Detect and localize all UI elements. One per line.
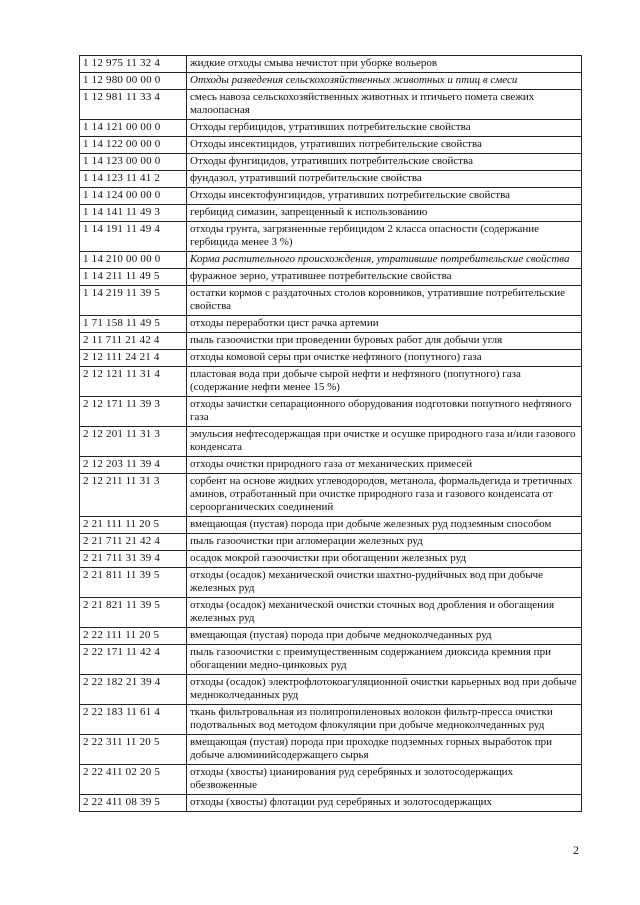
waste-name-cell: отходы (осадок) механической очистки шахтно-руднйчных вод при добыче железных руд: [187, 568, 582, 598]
waste-code-cell: 2 21 811 11 39 5: [80, 568, 187, 598]
waste-name-cell: жидкие отходы смыва нечистот при уборке вольеров: [187, 56, 582, 73]
table-row: [80, 397, 582, 427]
table-row: [80, 517, 582, 534]
page-number: 2: [573, 843, 579, 857]
table-row: [80, 333, 582, 350]
waste-code-cell: 1 12 975 11 32 4: [80, 56, 187, 73]
waste-name-cell: пыль газоочистки с преимущественным содержанием диоксида кремния при обогащении медно-цинковых руд: [187, 645, 582, 675]
waste-code-cell: 1 14 122 00 00 0: [80, 137, 187, 154]
table-row: [80, 154, 582, 171]
waste-code-cell: 1 14 211 11 49 5: [80, 269, 187, 286]
waste-name-cell: отходы зачистки сепарационного оборудования подготовки попутного нефтяного газа: [187, 397, 582, 427]
waste-code-cell: 2 12 111 24 21 4: [80, 350, 187, 367]
waste-name-cell: Отходы инсектофунгицидов, утративших потребительские свойства: [187, 188, 582, 205]
waste-name-cell: Отходы фунгицидов, утративших потребительские свойства: [187, 154, 582, 171]
table-row: [80, 252, 582, 269]
waste-name-cell: вмещающая (пустая) порода при добыче железных руд подземным способом: [187, 517, 582, 534]
waste-name-cell: вмещающая (пустая) порода при добыче медноколчеданных руд: [187, 628, 582, 645]
waste-name-cell: пыль газоочистки при проведении буровых работ для добычи угля: [187, 333, 582, 350]
table-row: [80, 222, 582, 252]
table-row: [80, 367, 582, 397]
table-row: [80, 205, 582, 222]
waste-name-cell: отходы (хвосты) цианирования руд серебряных и золотосодержащих обезвоженные: [187, 765, 582, 795]
table-row: [80, 316, 582, 333]
waste-code-cell: 2 21 711 31 39 4: [80, 551, 187, 568]
waste-name-cell: Корма растительного происхождения, утратившие потребительские свойства: [187, 252, 582, 269]
waste-code-cell: 2 12 171 11 39 3: [80, 397, 187, 427]
waste-code-cell: 2 12 203 11 39 4: [80, 457, 187, 474]
table-row: [80, 534, 582, 551]
waste-code-cell: 2 22 411 02 20 5: [80, 765, 187, 795]
waste-code-cell: 1 14 121 00 00 0: [80, 120, 187, 137]
waste-name-cell: сорбент на основе жидких углеводородов, метанола, формальдегида и третичных аминов, отработанный при очистке природного газа и газового конденсата от сероорганических соединений: [187, 474, 582, 517]
waste-name-cell: смесь навоза сельскохозяйственных животных и птичьего помета свежих малоопасная: [187, 90, 582, 120]
table-row: [80, 628, 582, 645]
table-row: [80, 598, 582, 628]
table-row: [80, 90, 582, 120]
waste-name-cell: отходы (хвосты) флотации руд серебряных и золотосодержащих: [187, 795, 582, 812]
waste-name-cell: ткань фильтровальная из полипропиленовых волокон фильтр-пресса очистки подотвальных вод методом флокуляции при добыче медноколчеданных руд: [187, 705, 582, 735]
table-row: [80, 705, 582, 735]
waste-name-cell: остатки кормов с раздаточных столов коровников, утратившие потребительские свойства: [187, 286, 582, 316]
waste-name-cell: вмещающая (пустая) порода при проходке подземных горных выработок при добыче алюминийсодержащего сырья: [187, 735, 582, 765]
waste-code-cell: 2 22 411 08 39 5: [80, 795, 187, 812]
waste-name-cell: эмульсия нефтесодержащая при очистке и осушке природного газа и/или газового конденсата: [187, 427, 582, 457]
waste-name-cell: осадок мокрой газоочистки при обогащении железных руд: [187, 551, 582, 568]
waste-code-cell: 2 12 121 11 31 4: [80, 367, 187, 397]
waste-classification-table: [79, 55, 582, 812]
waste-code-cell: 1 14 191 11 49 4: [80, 222, 187, 252]
table-row: [80, 137, 582, 154]
waste-code-cell: 2 22 111 11 20 5: [80, 628, 187, 645]
waste-code-cell: 2 22 311 11 20 5: [80, 735, 187, 765]
table-row: [80, 269, 582, 286]
waste-name-cell: Отходы гербицидов, утративших потребительские свойства: [187, 120, 582, 137]
table-row: [80, 645, 582, 675]
waste-name-cell: отходы (осадок) механической очистки сточных вод дробления и обогащения железных руд: [187, 598, 582, 628]
waste-code-cell: 2 21 711 21 42 4: [80, 534, 187, 551]
waste-code-cell: 1 14 124 00 00 0: [80, 188, 187, 205]
table-row: [80, 735, 582, 765]
table-row: [80, 120, 582, 137]
waste-code-cell: 1 71 158 11 49 5: [80, 316, 187, 333]
waste-name-cell: пыль газоочистки при агломерации железных руд: [187, 534, 582, 551]
waste-name-cell: отходы комовой серы при очистке нефтяного (попутного) газа: [187, 350, 582, 367]
waste-name-cell: пластовая вода при добыче сырой нефти и нефтяного (попутного) газа (содержание нефти менее 15 %): [187, 367, 582, 397]
waste-name-cell: Отходы инсектицидов, утративших потребительские свойства: [187, 137, 582, 154]
table-row: [80, 286, 582, 316]
table-row: [80, 765, 582, 795]
table-row: [80, 171, 582, 188]
waste-code-cell: 2 21 111 11 20 5: [80, 517, 187, 534]
table-row: [80, 188, 582, 205]
waste-code-cell: 2 12 211 11 31 3: [80, 474, 187, 517]
waste-code-cell: 1 12 981 11 33 4: [80, 90, 187, 120]
waste-name-cell: Отходы разведения сельскохозяйственных животных и птиц в смеси: [187, 73, 582, 90]
waste-name-cell: фундазол, утративший потребительские свойства: [187, 171, 582, 188]
waste-code-cell: 1 14 219 11 39 5: [80, 286, 187, 316]
waste-name-cell: отходы переработки цист рачка артемии: [187, 316, 582, 333]
waste-code-cell: 1 14 210 00 00 0: [80, 252, 187, 269]
table-row: [80, 795, 582, 812]
table-row: [80, 675, 582, 705]
table-body: [80, 56, 582, 812]
table-row: [80, 474, 582, 517]
waste-code-cell: 2 21 821 11 39 5: [80, 598, 187, 628]
waste-name-cell: отходы грунта, загрязненные гербицидом 2 класса опасности (содержание гербицида менее 3 %): [187, 222, 582, 252]
table-row: [80, 427, 582, 457]
table-row: [80, 56, 582, 73]
table-row: [80, 457, 582, 474]
table-row: [80, 568, 582, 598]
waste-code-cell: 2 12 201 11 31 3: [80, 427, 187, 457]
waste-name-cell: фуражное зерно, утратившее потребительские свойства: [187, 269, 582, 286]
waste-code-cell: 2 22 171 11 42 4: [80, 645, 187, 675]
waste-code-cell: 2 22 183 11 61 4: [80, 705, 187, 735]
waste-code-cell: 1 12 980 00 00 0: [80, 73, 187, 90]
table-row: [80, 350, 582, 367]
table-row: [80, 73, 582, 90]
waste-code-cell: 1 14 123 11 41 2: [80, 171, 187, 188]
waste-name-cell: отходы очистки природного газа от механических примесей: [187, 457, 582, 474]
waste-code-cell: 1 14 123 00 00 0: [80, 154, 187, 171]
waste-code-cell: 2 11 711 21 42 4: [80, 333, 187, 350]
waste-name-cell: отходы (осадок) электрофлотокоагуляционной очистки карьерных вод при добыче медноколчеданных руд: [187, 675, 582, 705]
waste-code-cell: 1 14 141 11 49 3: [80, 205, 187, 222]
table-row: [80, 551, 582, 568]
waste-name-cell: гербицид симазин, запрещенный к использованию: [187, 205, 582, 222]
waste-code-cell: 2 22 182 21 39 4: [80, 675, 187, 705]
